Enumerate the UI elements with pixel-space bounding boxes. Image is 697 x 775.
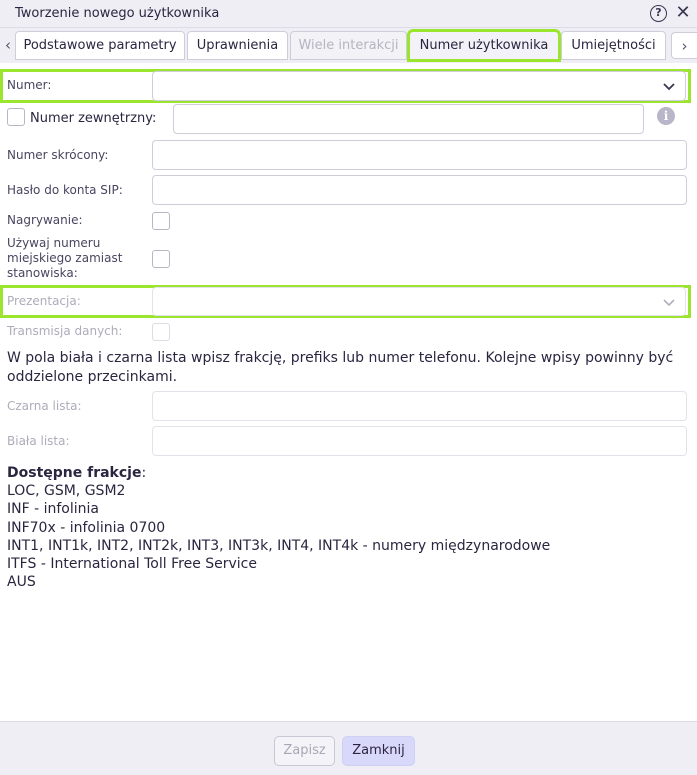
biala-lista-input[interactable] — [152, 426, 687, 456]
numer-zewnetrzny-checkbox[interactable] — [7, 108, 25, 126]
fraction-item: INT1, INT1k, INT2, INT2k, INT3, INT3k, INT4, INT4k - numery międzynarodowe — [7, 537, 551, 554]
tab-wiele-interakcji[interactable]: Wiele interakcji — [290, 31, 407, 60]
save-button[interactable]: Zapisz — [274, 736, 335, 766]
chevron-down-icon — [661, 78, 677, 94]
fractions-heading-colon: : — [141, 465, 147, 481]
haslo-sip-label: Hasło do konta SIP: — [7, 183, 123, 197]
tab-numer-uzytkownika[interactable]: Numer użytkownika — [409, 31, 559, 60]
transmisja-label: Transmisja danych: — [7, 324, 123, 338]
fraction-item: AUS — [7, 574, 36, 591]
blacklist-notice: W pola biała i czarna lista wpisz frakcję, prefiks lub numer telefonu. Kolejne wpisy powinny być oddzielone przecinkami. — [7, 350, 674, 385]
fraction-item: LOC, GSM, GSM2 — [7, 483, 126, 500]
available-fractions — [7, 464, 550, 591]
numer-zewnetrzny-input[interactable] — [173, 104, 644, 134]
numer-skrocony-input[interactable] — [152, 140, 687, 170]
tab-scroll-left-icon[interactable]: ‹ — [5, 36, 11, 54]
czarna-lista-input[interactable] — [152, 391, 687, 421]
window-title: Tworzenie nowego użytkownika — [15, 6, 220, 21]
transmisja-checkbox[interactable] — [152, 323, 170, 341]
czarna-lista-label: Czarna lista: — [7, 399, 82, 413]
help-icon[interactable]: ? — [650, 5, 667, 22]
haslo-sip-input[interactable] — [152, 175, 687, 205]
numer-miejski-label-line1: Używaj numeru — [7, 236, 101, 250]
title-bar — [0, 0, 697, 28]
prezentacja-label: Prezentacja: — [7, 294, 81, 308]
numer-label: Numer: — [7, 78, 52, 92]
fraction-item: INF70x - infolinia 0700 — [7, 519, 166, 536]
nagrywanie-label: Nagrywanie: — [7, 213, 83, 227]
info-icon[interactable]: i — [657, 107, 675, 125]
tab-podstawowe-parametry[interactable]: Podstawowe parametry — [15, 31, 185, 60]
numer-miejski-label-line2: miejskiego zamiast — [7, 251, 123, 265]
tab-strip — [0, 28, 697, 63]
chevron-down-icon — [661, 294, 677, 310]
numer-skrocony-label: Numer skrócony: — [7, 148, 109, 162]
tab-umiejetnosci[interactable]: Umiejętności — [561, 31, 666, 60]
tab-uprawnienia[interactable]: Uprawnienia — [187, 31, 288, 60]
close-icon[interactable]: ✕ — [675, 2, 691, 23]
fractions-heading: Dostępne frakcje — [7, 465, 142, 481]
nagrywanie-checkbox[interactable] — [152, 212, 170, 230]
fractions-heading-line — [7, 464, 550, 482]
fraction-item: ITFS - International Toll Free Service — [7, 556, 257, 573]
numer-miejski-checkbox[interactable] — [152, 250, 170, 268]
dialog-footer — [0, 721, 697, 775]
numer-zewnetrzny-label: Numer zewnętrzny: — [30, 111, 157, 126]
fraction-item: INF - infolinia — [7, 501, 99, 518]
tab-scroll-right-icon[interactable]: › — [671, 32, 697, 59]
biala-lista-label: Biała lista: — [7, 434, 70, 448]
prezentacja-select[interactable] — [152, 287, 686, 316]
numer-select[interactable] — [152, 71, 686, 101]
close-button[interactable]: Zamknij — [342, 736, 415, 766]
numer-miejski-label-line3: stanowiska: — [7, 266, 78, 280]
